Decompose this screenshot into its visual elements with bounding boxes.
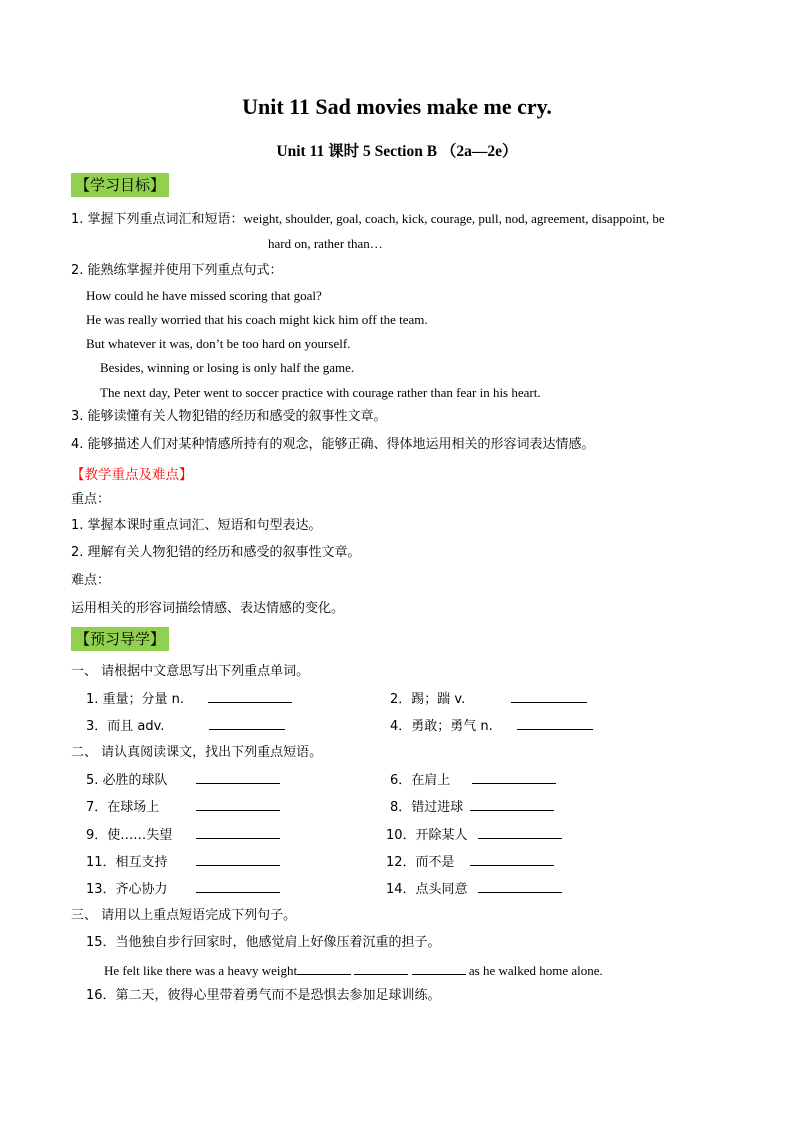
page-subtitle: Unit 11 课时 5 Section B （2a—2e） [276, 143, 518, 160]
answer-blank[interactable] [470, 853, 554, 866]
phrase-label: 8．错过进球 [390, 800, 464, 815]
phrase-item-12 [386, 853, 554, 872]
phrase-item-14 [386, 880, 562, 899]
keypoints-label: 重点： [71, 492, 111, 507]
phrase-item-9 [86, 826, 280, 845]
word-item-3 [86, 717, 285, 736]
page-title: Unit 11 Sad movies make me cry. [242, 94, 552, 119]
section-header-goals: 【学习目标】 [71, 173, 169, 197]
phrase-item-5 [86, 771, 280, 790]
phrase-item-11 [86, 853, 280, 872]
section-header-preview: 【预习导学】 [71, 627, 169, 651]
word-item-1 [86, 690, 292, 709]
answer-blank[interactable] [196, 798, 280, 811]
phrase-item-10 [386, 826, 562, 845]
part-1-instruction: 一、 请根据中文意思写出下列重点单词。 [71, 664, 310, 679]
answer-blank[interactable] [478, 880, 562, 893]
keypoint-2: 2. 理解有关人物犯错的经历和感受的叙事性文章。 [71, 545, 361, 560]
answer-blank[interactable] [196, 826, 280, 839]
phrase-label: 6．在肩上 [390, 773, 451, 788]
answer-blank[interactable] [470, 798, 554, 811]
sentence-item-15: 15．当他独自步行回家时，他感觉肩上好像压着沉重的担子。 [86, 935, 441, 950]
phrase-label: 14．点头同意 [386, 882, 468, 897]
word-item-2 [390, 690, 587, 709]
answer-blank[interactable] [511, 690, 587, 703]
answer-blank[interactable] [208, 690, 292, 703]
phrase-label: 7．在球场上 [86, 800, 160, 815]
phrase-label: 10．开除某人 [386, 828, 468, 843]
difficulty-1: 运用相关的形容词描绘情感、表达情感的变化。 [71, 601, 345, 616]
answer-blank[interactable] [478, 826, 562, 839]
goal-item-1-prefix: 1. 掌握下列重点词汇和短语： [71, 212, 244, 227]
answer-blank[interactable] [517, 717, 593, 730]
goal-item-1 [71, 210, 665, 229]
word-item-2-label: 2．踢；踹 v. [390, 692, 466, 707]
word-item-4-label: 4．勇敢；勇气 n. [390, 719, 493, 734]
answer-blank[interactable] [354, 962, 408, 975]
phrase-label: 11．相互支持 [86, 855, 168, 870]
goal-item-1-words: weight, shoulder, goal, coach, kick, courage, pull, nod, agreement, disappoint, be [243, 211, 665, 226]
sentence-15-en-end: as he walked home alone. [468, 963, 603, 978]
goal-item-4: 4. 能够描述人们对某种情感所持有的观念，能够正确、得体地运用相关的形容词表达情感。 [71, 437, 595, 452]
phrase-label: 13．齐心协力 [86, 882, 168, 897]
sentence-4: Besides, winning or losing is only half the game. [100, 360, 355, 375]
sentence-item-16: 16．第二天，彼得心里带着勇气而不是恐惧去参加足球训练。 [86, 988, 441, 1003]
answer-blank[interactable] [196, 853, 280, 866]
part-3-instruction: 三、 请用以上重点短语完成下列句子。 [71, 908, 297, 923]
answer-blank[interactable] [412, 962, 466, 975]
phrase-label: 12．而不是 [386, 855, 455, 870]
sentence-15-en-start: He felt like there was a heavy weight [104, 963, 298, 978]
sentence-5: The next day, Peter went to soccer practice with courage rather than fear in his heart. [100, 385, 541, 400]
phrase-item-6 [390, 771, 556, 790]
answer-blank[interactable] [472, 771, 556, 784]
keypoint-1: 1. 掌握本课时重点词汇、短语和句型表达。 [71, 518, 322, 533]
word-item-3-label: 3．而且 adv. [86, 719, 165, 734]
goal-item-3: 3. 能够读懂有关人物犯错的经历和感受的叙事性文章。 [71, 409, 387, 424]
difficulty-label: 难点： [71, 573, 111, 588]
sentence-1: How could he have missed scoring that goal? [86, 288, 322, 303]
sentence-3: But whatever it was, don’t be too hard on yourself. [86, 336, 351, 351]
answer-blank[interactable] [196, 771, 280, 784]
phrase-item-7 [86, 798, 280, 817]
phrase-item-13 [86, 880, 280, 899]
goal-item-2: 2. 能熟练掌握并使用下列重点句式： [71, 263, 283, 278]
phrase-item-8 [390, 798, 554, 817]
sentence-item-15-english [104, 962, 603, 979]
section-header-keypoints: 【教学重点及难点】 [71, 467, 193, 483]
answer-blank[interactable] [209, 717, 285, 730]
sentence-2: He was really worried that his coach might kick him off the team. [86, 312, 428, 327]
answer-blank[interactable] [196, 880, 280, 893]
goal-item-1-cont: hard on, rather than… [268, 236, 383, 251]
answer-blank[interactable] [297, 962, 351, 975]
word-item-1-label: 1. 重量；分量 n. [86, 692, 185, 707]
phrase-label: 9．使……失望 [86, 828, 173, 843]
part-2-instruction: 二、 请认真阅读课文，找出下列重点短语。 [71, 745, 323, 760]
word-item-4 [390, 717, 593, 736]
phrase-label: 5. 必胜的球队 [86, 773, 168, 788]
